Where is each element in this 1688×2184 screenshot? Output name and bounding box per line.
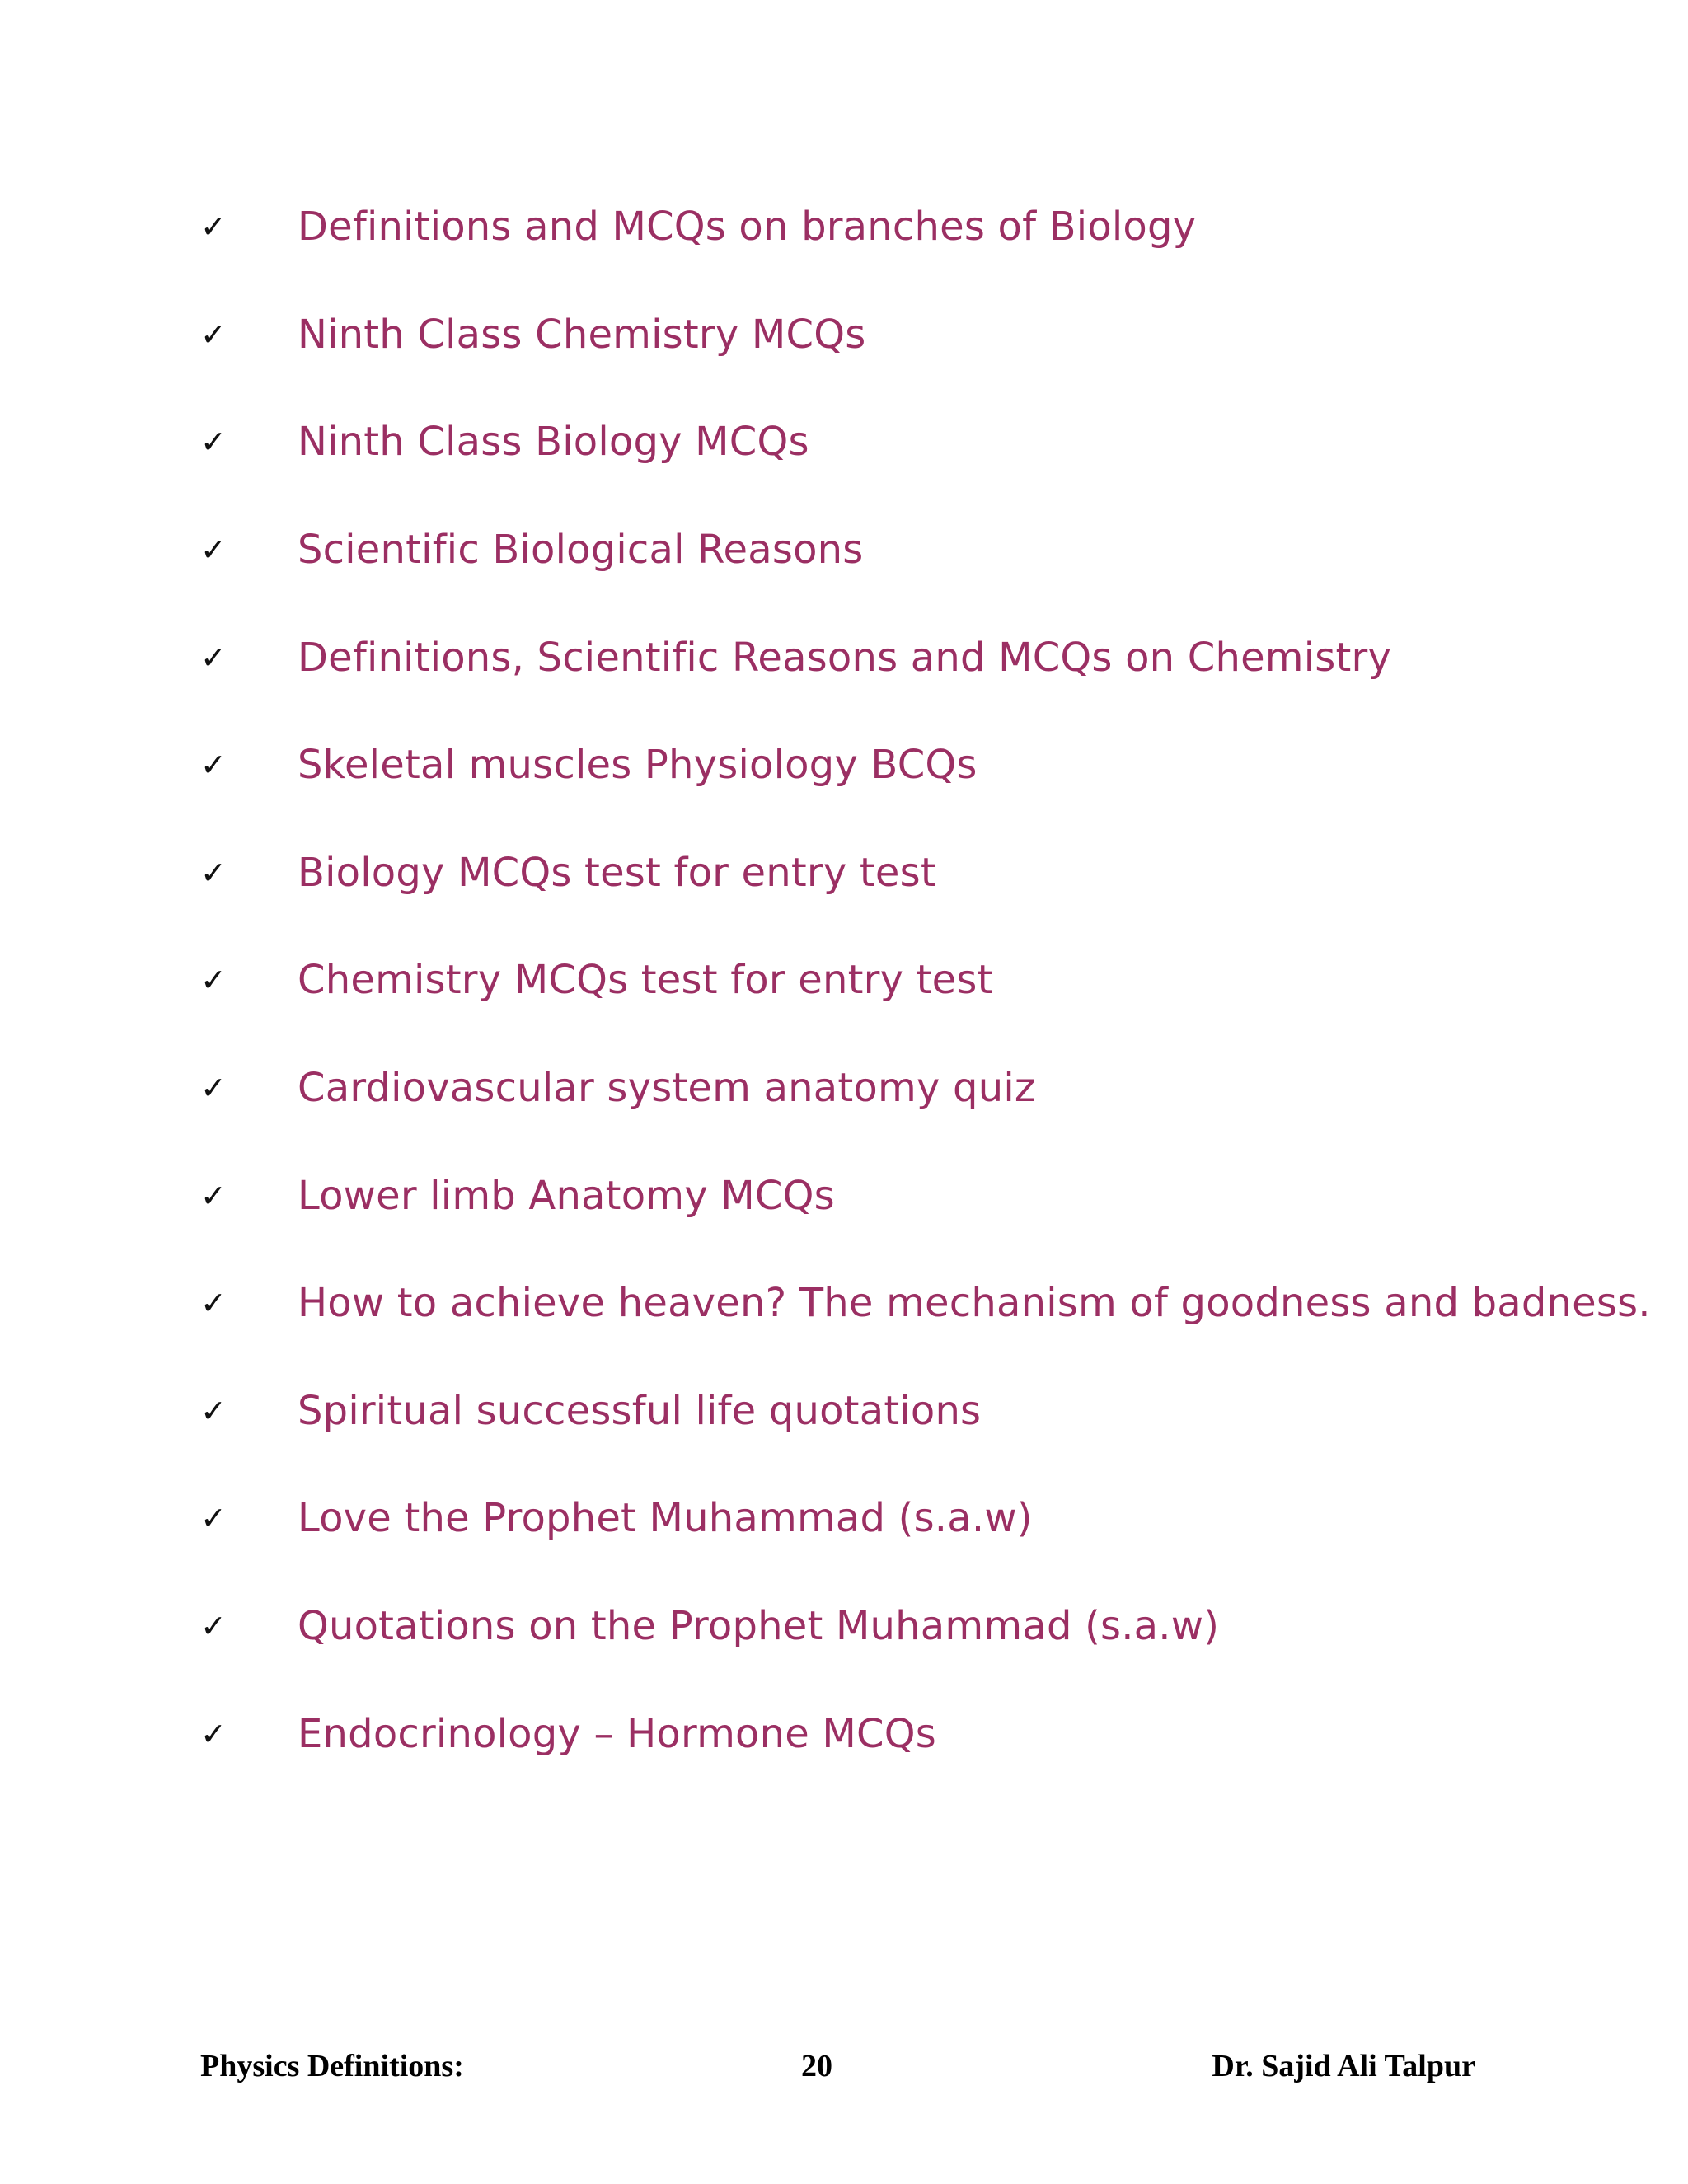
list-item[interactable] bbox=[200, 603, 1601, 711]
link-text[interactable]: Biology MCQs test for entry test bbox=[298, 849, 936, 896]
link-text[interactable]: Definitions and MCQs on branches of Biology bbox=[298, 204, 1197, 251]
list-item[interactable] bbox=[200, 1141, 1601, 1249]
link-text[interactable]: Endocrinology – Hormone MCQs bbox=[298, 1710, 936, 1757]
link-text[interactable]: Quotations on the Prophet Muhammad (s.a.w) bbox=[298, 1603, 1220, 1650]
checkmark-icon: ✓ bbox=[200, 747, 227, 784]
list-item[interactable] bbox=[200, 1680, 1601, 1788]
link-text[interactable]: Cardiovascular system anatomy quiz bbox=[298, 1065, 1036, 1112]
list-item[interactable] bbox=[200, 173, 1601, 281]
list-item[interactable] bbox=[200, 711, 1601, 819]
link-text[interactable]: Chemistry MCQs test for entry test bbox=[298, 957, 993, 1004]
checkmark-icon: ✓ bbox=[200, 1285, 227, 1322]
link-text[interactable]: Love the Prophet Muhammad (s.a.w) bbox=[298, 1495, 1033, 1542]
link-text[interactable]: Lower limb Anatomy MCQs bbox=[298, 1172, 835, 1219]
link-text[interactable]: Spiritual successful life quotations bbox=[298, 1387, 982, 1434]
checkmark-icon: ✓ bbox=[200, 1500, 227, 1537]
checkmark-icon: ✓ bbox=[200, 209, 227, 246]
list-item[interactable] bbox=[200, 496, 1601, 604]
checkmark-icon: ✓ bbox=[200, 424, 227, 461]
list-item[interactable] bbox=[200, 1572, 1601, 1680]
list-item[interactable] bbox=[200, 1249, 1651, 1357]
checkmark-icon: ✓ bbox=[200, 1608, 227, 1645]
checkmark-icon: ✓ bbox=[200, 1070, 227, 1107]
list-item[interactable] bbox=[200, 388, 1601, 496]
checkmark-icon: ✓ bbox=[200, 962, 227, 999]
list-item[interactable] bbox=[200, 1357, 1601, 1465]
checkmark-icon: ✓ bbox=[200, 639, 227, 676]
link-text[interactable]: How to achieve heaven? The mechanism of goodness and badness. bbox=[298, 1280, 1651, 1327]
footer-title: Physics Definitions: bbox=[200, 2049, 464, 2083]
list-item[interactable] bbox=[200, 1034, 1601, 1142]
list-item[interactable] bbox=[200, 926, 1601, 1034]
checkmark-icon: ✓ bbox=[200, 316, 227, 353]
checkmark-icon: ✓ bbox=[200, 1715, 227, 1752]
checkmark-icon: ✓ bbox=[200, 1177, 227, 1214]
page-number: 20 bbox=[801, 2049, 832, 2083]
list-item[interactable] bbox=[200, 1465, 1601, 1572]
footer-author: Dr. Sajid Ali Talpur bbox=[1212, 2049, 1475, 2083]
page-footer bbox=[0, 2048, 1688, 2089]
list-item[interactable] bbox=[200, 819, 1601, 927]
link-list bbox=[200, 173, 1651, 1788]
checkmark-icon: ✓ bbox=[200, 1392, 227, 1429]
list-item[interactable] bbox=[200, 281, 1601, 389]
checkmark-icon: ✓ bbox=[200, 854, 227, 891]
checkmark-icon: ✓ bbox=[200, 532, 227, 569]
link-text[interactable]: Ninth Class Chemistry MCQs bbox=[298, 311, 866, 358]
link-text[interactable]: Skeletal muscles Physiology BCQs bbox=[298, 742, 978, 789]
link-text[interactable]: Definitions, Scientific Reasons and MCQs on Chemistry bbox=[298, 634, 1392, 681]
link-text[interactable]: Ninth Class Biology MCQs bbox=[298, 419, 809, 466]
link-text[interactable]: Scientific Biological Reasons bbox=[298, 527, 864, 574]
